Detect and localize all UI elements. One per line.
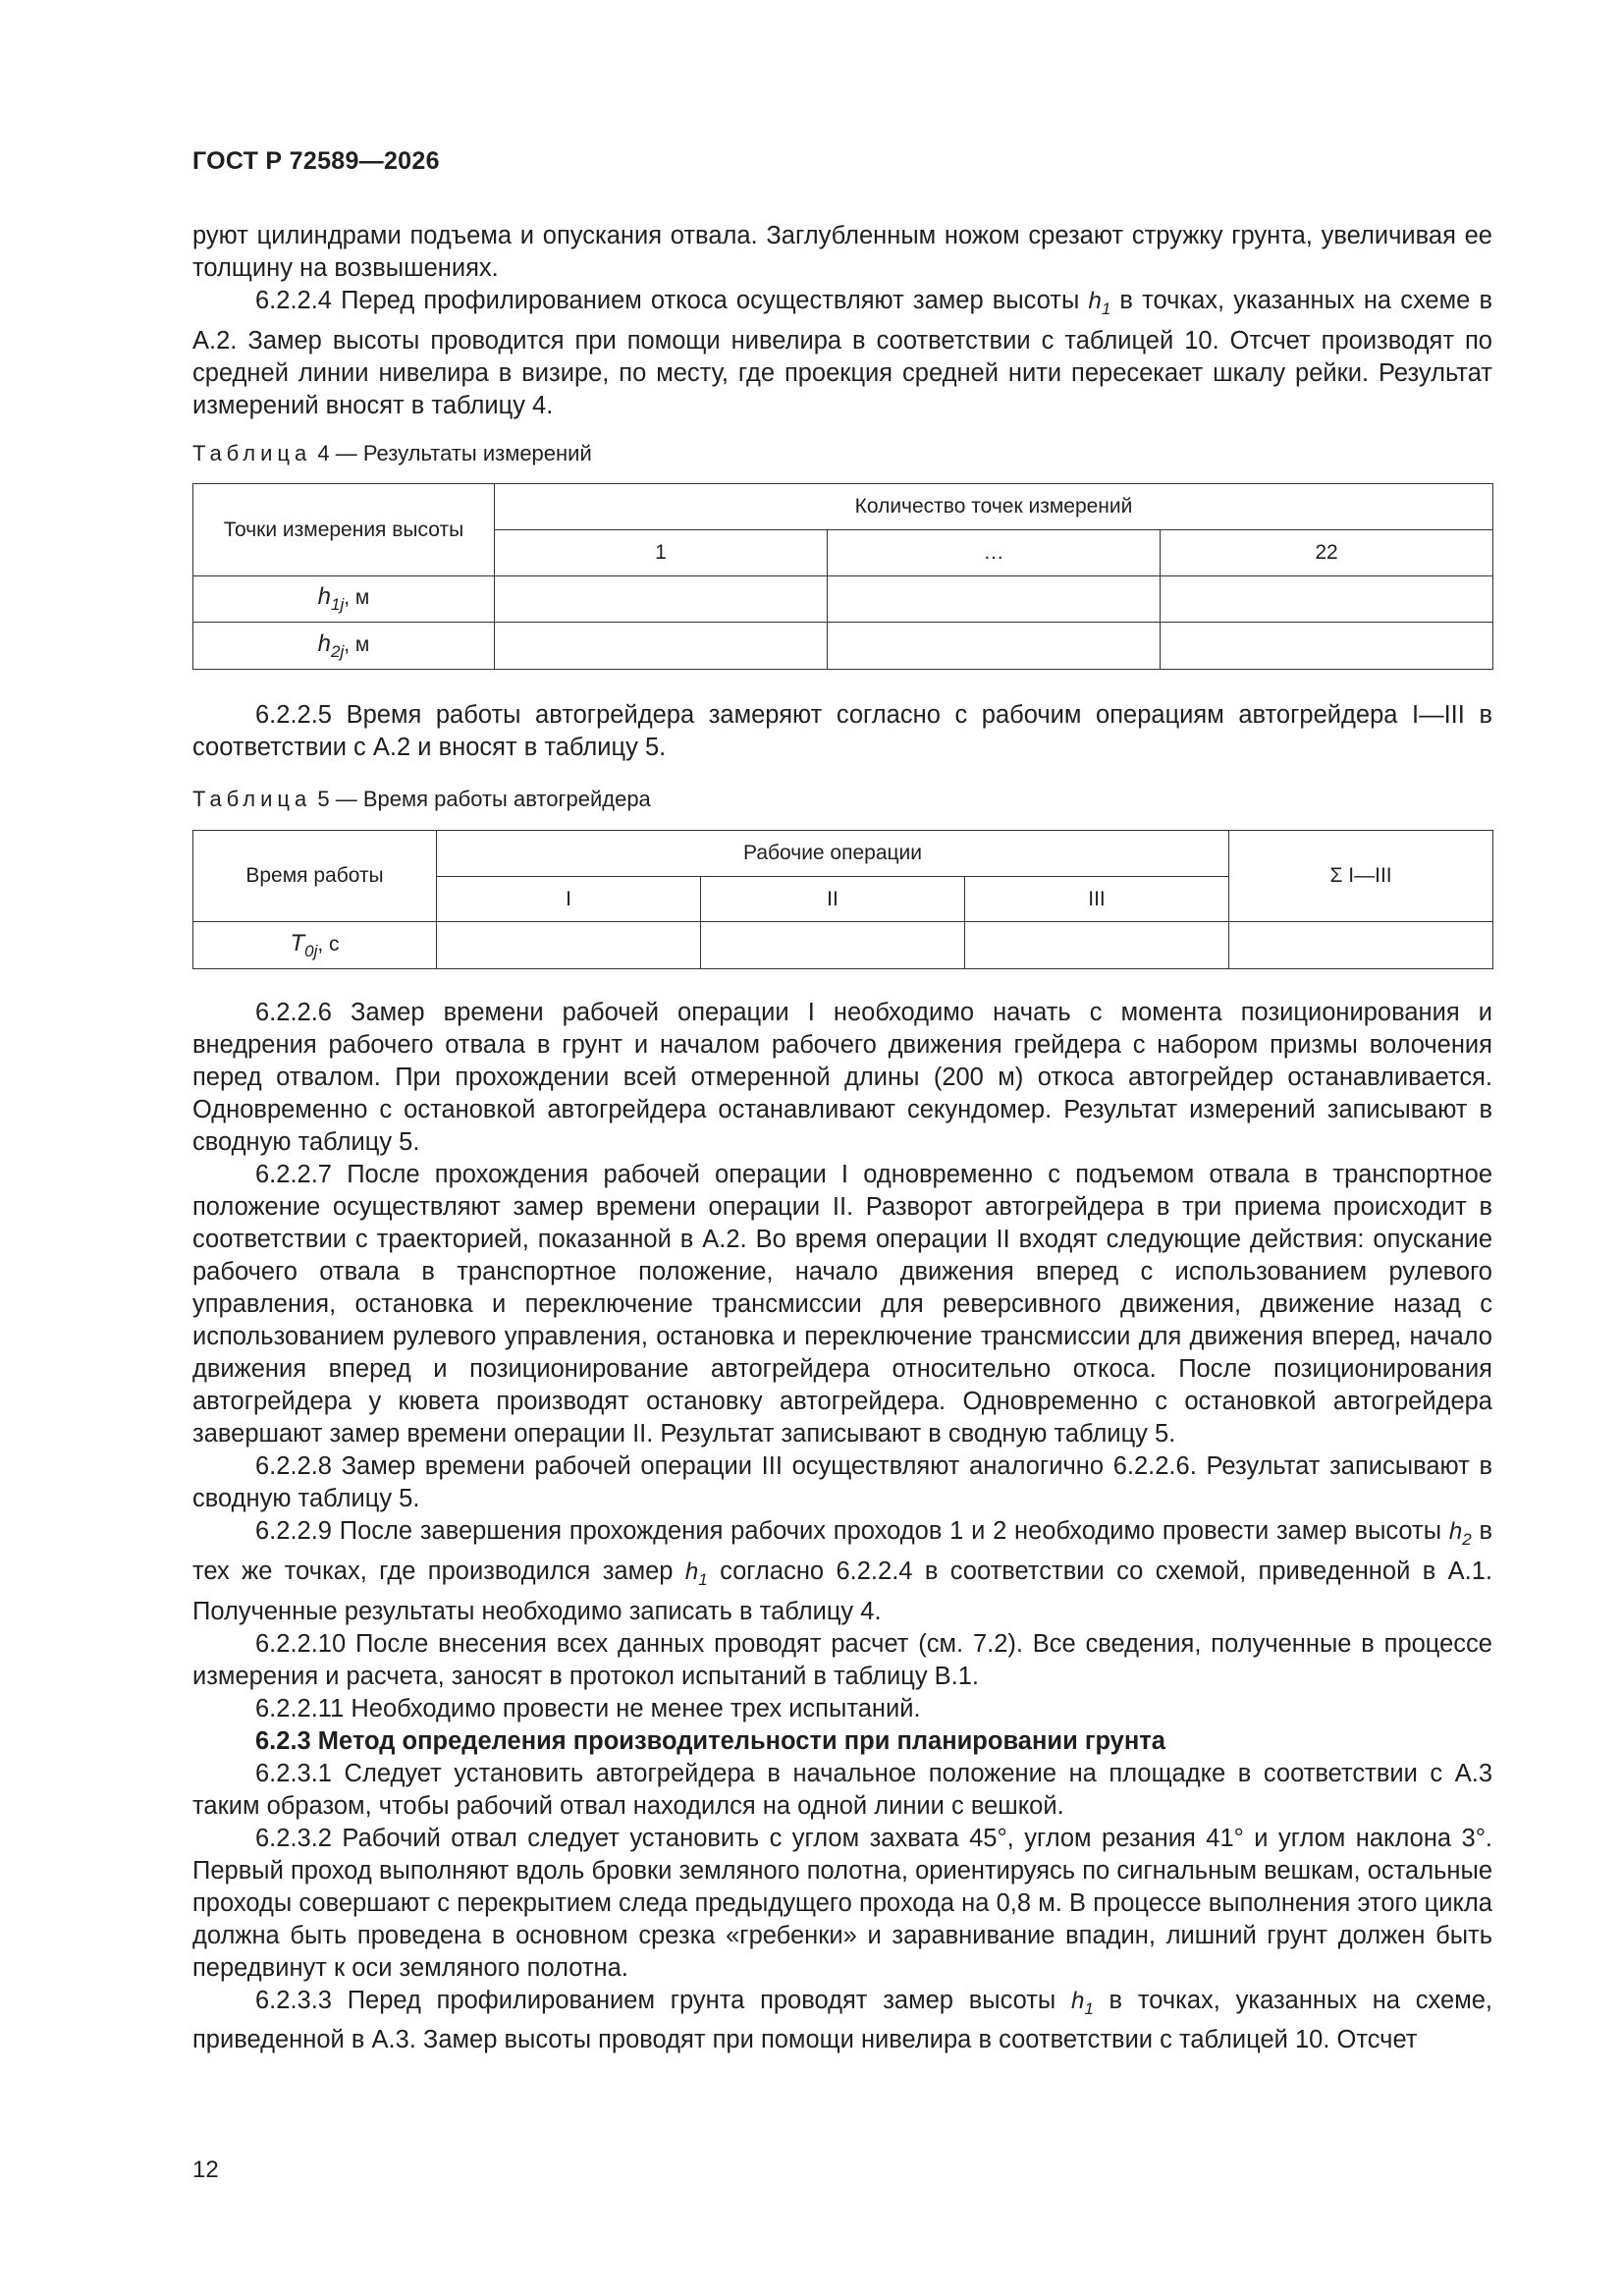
table-5-sum-header: Σ I—III	[1229, 831, 1493, 922]
table-cell	[1229, 922, 1493, 969]
table-row	[193, 623, 1493, 670]
table-4-row-label: $h_{1j}$, м	[193, 576, 495, 623]
table-5-row-header: Время работы	[193, 831, 437, 922]
paragraph-6-2-2-10: 6.2.2.10 После внесения всех данных проводят расчет (см. 7.2). Все сведения, полученные в процессе измерения и расчета, заносят в протокол испытаний в таблицу В.1.	[192, 1629, 1492, 1690]
table-4-column-header: 22	[1161, 530, 1493, 576]
table-row	[193, 576, 1493, 623]
document-header: ГОСТ Р 72589—2026	[192, 147, 440, 175]
table-cell	[1161, 576, 1493, 623]
paragraph-continuation: руют цилиндрами подъема и опускания отвала. Заглубленным ножом срезают стружку грунта, увеличивая ее толщину на возвышениях.	[192, 222, 1492, 282]
table-4-column-header: 1	[495, 530, 828, 576]
paragraph-6-2-3-1: 6.2.3.1 Следует установить автогрейдера в начальное положение на площадке в соответствии с А.3 таким образом, чтобы рабочий отвал находился на одной линии с вешкой.	[192, 1759, 1492, 1820]
table-cell	[701, 922, 965, 969]
text-block-3	[192, 997, 1492, 2056]
table-5-column-header: II	[701, 877, 965, 922]
table-5-column-header: III	[965, 877, 1229, 922]
paragraph-6-2-2-8: 6.2.2.8 Замер времени рабочей операции III осуществляют аналогично 6.2.2.6. Результат записывают в сводную таблицу 5.	[192, 1452, 1492, 1512]
table-4	[192, 483, 1493, 670]
table-5-group-header: Рабочие операции	[437, 831, 1229, 877]
section-heading-6-2-3: 6.2.3 Метод определения производительности при планировании грунта	[255, 1726, 1165, 1755]
table-4-caption: Таблица 4 — Результаты измерений	[192, 441, 592, 465]
paragraph-6-2-2-4: 6.2.2.4 Перед профилированием откоса осуществляют замер высоты $h_1$ в точках, указанных на схеме в А.2. Замер высоты проводится при помощи нивелира в соответствии с таблицей 10. Отсчет производят по средней линии нивелира в визире, по месту, где проекция средней нити пересекает шкалу рейки. Результат измерений вносят в таблицу 4.	[192, 287, 1492, 419]
paragraph-6-2-2-11: 6.2.2.11 Необходимо провести не менее трех испытаний.	[255, 1694, 921, 1722]
table-5-caption: Таблица 5 — Время работы автогрейдера	[192, 787, 651, 811]
paragraph-6-2-2-6: 6.2.2.6 Замер времени рабочей операции I необходимо начать с момента позиционирования и внедрения рабочего отвала в грунт и началом рабочего движения грейдера с набором призмы волочения перед отвалом. При прохождении всей отмеренной длины (200 м) откоса автогрейдер останавливается. Одновременно с остановкой автогрейдера останавливают секундомер. Результат измерений записывают в сводную таблицу 5.	[192, 999, 1492, 1156]
paragraph-6-2-2-7: 6.2.2.7 После прохождения рабочей операции I одновременно с подъемом отвала в транспортное положение осуществляют замер времени операции II. Разворот автогрейдера в три приема происходит в соответствии с траекторией, показанной в А.2. Во время операции II входят следующие действия: опускание рабочего отвала в транспортное положение, начало движения вперед с использованием рулевого управления, остановка и переключение трансмиссии для реверсивного движения, движение назад с использованием рулевого управления, остановка и переключение трансмиссии для движения вперед, начало движения вперед и позиционирование автогрейдера относительно откоса. После позиционирования автогрейдера у кювета производят остановку автогрейдера. Одновременно с остановкой автогрейдера завершают замер времени операции II. Результат записывают в сводную таблицу 5.	[192, 1161, 1492, 1448]
table-row	[193, 922, 1493, 969]
document-page	[192, 0, 1492, 2296]
paragraph-6-2-2-5: 6.2.2.5 Время работы автогрейдера замеряют согласно с рабочим операциям автогрейдера I—III в соответствии с А.2 и вносят в таблицу 5.	[192, 701, 1492, 761]
text-block-2	[192, 699, 1492, 764]
table-5-column-header: I	[437, 877, 701, 922]
table-cell	[437, 922, 701, 969]
table-4-column-header: …	[828, 530, 1161, 576]
table-4-row-header: Точки измерения высоты	[193, 484, 495, 576]
table-cell	[1161, 623, 1493, 670]
text-block-1	[192, 220, 1492, 422]
table-cell	[828, 623, 1161, 670]
table-4-row-label: $h_{2j}$, м	[193, 623, 495, 670]
table-cell	[495, 623, 828, 670]
table-5-row-label: $T_{0j}$, с	[193, 922, 437, 969]
page-number: 12	[192, 2157, 219, 2183]
paragraph-6-2-3-2: 6.2.3.2 Рабочий отвал следует установить с углом захвата 45°, углом резания 41° и углом наклона 3°. Первый проход выполняют вдоль бровки земляного полотна, ориентируясь по сигнальным вешкам, остальные проходы совершают с перекрытием следа предыдущего прохода на 0,8 м. В процессе выполнения этого цикла должна быть проведена в основном срезка «гребенки» и заравнивание впадин, лишний грунт должен быть передвинут к оси земляного полотна.	[192, 1824, 1492, 1982]
paragraph-6-2-2-9: 6.2.2.9 После завершения прохождения рабочих проходов 1 и 2 необходимо провести замер высоты $h_2$ в тех же точках, где производился замер $h_1$ согласно 6.2.2.4 в соответствии со схемой, приведенной в А.1. Полученные результаты необходимо записать в таблицу 4.	[192, 1517, 1492, 1625]
table-cell	[495, 576, 828, 623]
table-5	[192, 830, 1493, 969]
table-cell	[828, 576, 1161, 623]
paragraph-6-2-3-3: 6.2.3.3 Перед профилированием грунта проводят замер высоты $h_1$ в точках, указанных на схеме, приведенной в А.3. Замер высоты проводят при помощи нивелира в соответствии с таблицей 10. Отсчет	[192, 1986, 1492, 2054]
table-cell	[965, 922, 1229, 969]
table-4-group-header: Количество точек измерений	[495, 484, 1493, 530]
